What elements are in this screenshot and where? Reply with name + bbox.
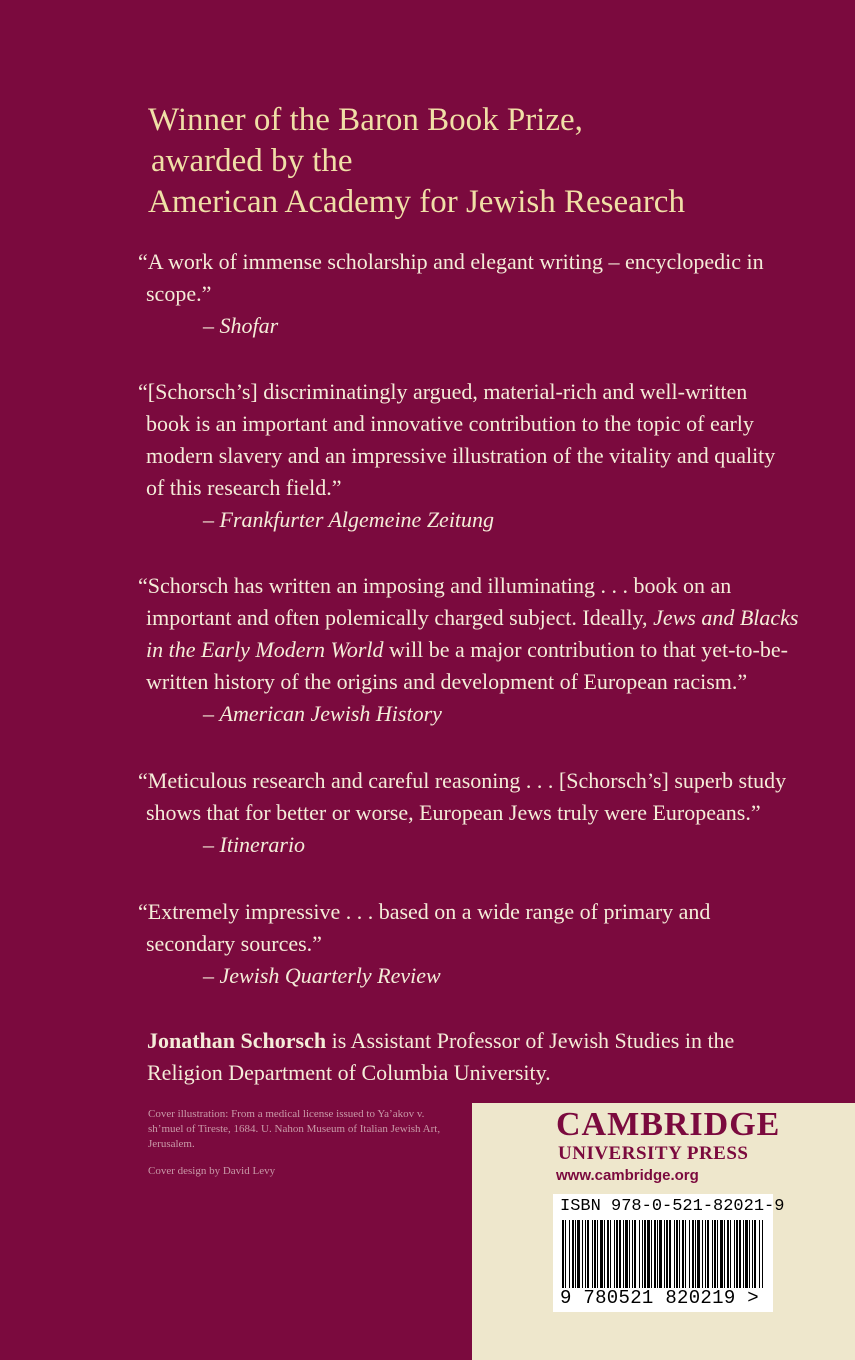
quote-line: secondary sources.” (146, 931, 322, 956)
quote-line: of this research field.” (146, 475, 342, 500)
bio-text: is Assistant Professor of Jewish Studies in the (326, 1028, 735, 1053)
bio-line: Religion Department of Columbia University. (147, 1060, 551, 1085)
source-name: American Jewish History (219, 701, 442, 726)
quote-line (138, 634, 808, 666)
prize-line-3: American Academy for Jewish Research (148, 184, 685, 220)
quote-line: scope.” (146, 281, 212, 306)
quote-line: written history of the origins and development of European racism.” (146, 669, 748, 694)
prize-line-2: awarded by the (151, 143, 353, 179)
source-dash: – (203, 701, 220, 726)
quote-line: shows that for better or worse, European Jews truly were Europeans.” (146, 800, 761, 825)
quote-line: book is an important and innovative contribution to the topic of early (146, 411, 754, 436)
barcode-icon (560, 1220, 766, 1288)
prize-heading (148, 100, 685, 223)
publisher-subtitle: UNIVERSITY PRESS (558, 1143, 749, 1164)
quote-line (138, 602, 808, 634)
source-name: Jewish Quarterly Review (219, 963, 441, 988)
book-title-italic: in the Early Modern World (146, 637, 384, 662)
illustration-credit: Cover illustration: From a medical license issued to Ya’akov v. sh’muel of Tireste, 1684. U. Nahon Museum of Italian Jewish Art, Jerusalem. (148, 1108, 441, 1150)
quote-line: “[Schorsch’s] discriminatingly argued, material-rich and well-written (138, 379, 748, 404)
source-dash: – (203, 963, 220, 988)
review-quote-faz (138, 376, 808, 536)
source-name: Shofar (219, 313, 279, 338)
quote-text: will be a major contribution to that yet-to-be- (383, 637, 788, 662)
review-quote-ajh (138, 570, 808, 730)
source-dash: – (203, 832, 220, 857)
publisher-url: www.cambridge.org (556, 1167, 699, 1184)
quote-source (138, 960, 808, 992)
quote-source (138, 310, 808, 342)
prize-line-1: Winner of the Baron Book Prize, (148, 102, 583, 138)
quote-text: important and often polemically charged subject. Ideally, (146, 605, 654, 630)
review-quote-itinerario (138, 765, 808, 861)
isbn-label: ISBN 978-0-521-82021-9 (560, 1197, 785, 1216)
source-name: Frankfurter Algemeine Zeitung (219, 507, 495, 532)
book-title-italic: Jews and Blacks (653, 605, 799, 630)
quote-source (138, 829, 808, 861)
source-dash: – (203, 313, 220, 338)
quote-source (138, 504, 808, 536)
quote-line: modern slavery and an impressive illustration of the vitality and quality (146, 443, 776, 468)
review-quote-jqr (138, 896, 808, 992)
cover-credits (148, 1107, 458, 1191)
quote-source (138, 698, 808, 730)
quote-line: “Meticulous research and careful reasoning . . . [Schorsch’s] superb study (138, 768, 787, 793)
quote-line: “Schorsch has written an imposing and illuminating . . . book on an (138, 573, 732, 598)
author-name: Jonathan Schorsch (147, 1028, 327, 1053)
isbn-digits: 9 780521 820219 > (560, 1287, 759, 1309)
review-quote-shofar (138, 246, 808, 342)
publisher-name: CAMBRIDGE (556, 1106, 781, 1143)
author-bio (147, 1025, 734, 1089)
source-name: Itinerario (219, 832, 306, 857)
source-dash: – (203, 507, 220, 532)
design-credit: Cover design by David Levy (148, 1165, 276, 1177)
quote-line: “Extremely impressive . . . based on a wide range of primary and (138, 899, 711, 924)
bio-line (147, 1025, 734, 1057)
quote-line: “A work of immense scholarship and elegant writing – encyclopedic in (138, 249, 764, 274)
